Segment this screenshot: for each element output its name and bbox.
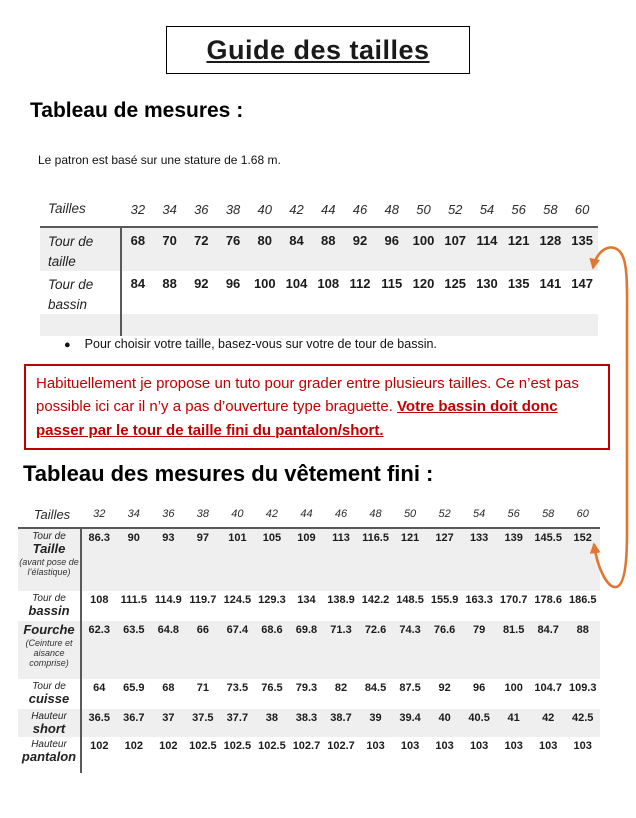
value-cell: 108 bbox=[317, 276, 340, 292]
value-cell: 119.7 bbox=[189, 594, 217, 606]
row-label-note: (avant pose de l’élastique) bbox=[19, 556, 79, 577]
size-cell: 56 bbox=[511, 202, 526, 217]
value-cell: 88 bbox=[576, 624, 589, 636]
value-cell: 130 bbox=[476, 276, 498, 292]
size-cell: 40 bbox=[257, 202, 273, 217]
value-cell: 135 bbox=[571, 233, 593, 248]
value-cell: 76 bbox=[225, 233, 241, 248]
value-cell: 69.8 bbox=[295, 624, 318, 636]
value-cell: 37 bbox=[162, 712, 175, 724]
table-footer-band bbox=[40, 314, 598, 336]
value-cell: 41 bbox=[507, 712, 520, 724]
value-cell: 84 bbox=[130, 276, 146, 292]
value-cell: 65.9 bbox=[123, 682, 145, 694]
size-cell: 60 bbox=[574, 202, 590, 217]
value-cell: 62.3 bbox=[88, 624, 110, 636]
value-cell: 121 bbox=[507, 233, 530, 248]
value-cell: 102.5 bbox=[258, 740, 286, 752]
value-cell: 84.5 bbox=[364, 682, 387, 694]
value-cell: 66 bbox=[196, 624, 209, 636]
value-cell: 103 bbox=[435, 740, 454, 752]
value-cell: 100 bbox=[253, 276, 276, 292]
value-cell: 178.6 bbox=[534, 594, 562, 606]
size-cell: 52 bbox=[438, 508, 451, 520]
row-label bbox=[18, 679, 82, 709]
measures-section-heading: Tableau de mesures : bbox=[30, 99, 244, 122]
value-cell: 39 bbox=[369, 712, 382, 724]
value-cell: 36.7 bbox=[123, 712, 145, 724]
body-measurements-table bbox=[40, 196, 598, 336]
value-cell: 88 bbox=[162, 276, 177, 292]
size-cell: 42 bbox=[265, 508, 279, 520]
size-cell: 50 bbox=[403, 508, 417, 520]
value-cell: 71.3 bbox=[330, 624, 352, 636]
value-cell: 163.3 bbox=[465, 594, 493, 606]
value-cell: 135 bbox=[507, 276, 530, 292]
size-cell: 46 bbox=[334, 508, 348, 520]
value-cell: 102.5 bbox=[189, 740, 217, 752]
table-row bbox=[18, 737, 600, 773]
value-cell: 114 bbox=[476, 233, 498, 248]
size-cell: 56 bbox=[507, 508, 520, 520]
value-cell: 103 bbox=[366, 740, 385, 752]
value-cell: 42.5 bbox=[572, 712, 594, 724]
row-label-main: Taille bbox=[32, 541, 66, 557]
value-cell: 74.3 bbox=[399, 624, 421, 636]
table-row bbox=[18, 591, 600, 621]
warning-emphasized-text: Votre bassin doit donc passer par le tour de taille fini du pantalon/short. bbox=[36, 398, 558, 439]
value-cell: 87.5 bbox=[399, 682, 421, 694]
size-choice-bullet bbox=[64, 337, 437, 351]
value-cell: 101 bbox=[228, 532, 247, 544]
page-title: Guide des tailles bbox=[206, 34, 430, 65]
value-cell: 115 bbox=[381, 276, 403, 292]
row-label-prefix: Hauteur bbox=[31, 711, 67, 722]
value-cell: 68 bbox=[162, 682, 175, 694]
value-cell: 102 bbox=[124, 740, 143, 752]
sizes-header-label: Tailles bbox=[48, 201, 86, 216]
value-cell: 84.7 bbox=[537, 624, 559, 636]
grading-warning-box bbox=[24, 364, 610, 450]
row-label bbox=[18, 621, 82, 679]
finished-section-heading: Tableau des mesures du vêtement fini : bbox=[23, 461, 434, 486]
value-cell: 97 bbox=[196, 532, 209, 544]
row-label-main: short bbox=[32, 721, 66, 737]
size-cell: 38 bbox=[225, 202, 241, 217]
value-cell: 67.4 bbox=[226, 624, 249, 636]
row-label: Tour de bassin bbox=[40, 271, 122, 314]
value-cell: 63.5 bbox=[123, 624, 145, 636]
size-cell: 36 bbox=[194, 202, 209, 217]
table-row bbox=[18, 709, 600, 737]
value-cell: 120 bbox=[412, 276, 435, 292]
value-cell: 100 bbox=[412, 233, 435, 248]
table-header-row bbox=[18, 505, 600, 529]
value-cell: 71 bbox=[196, 682, 209, 694]
value-cell: 102.7 bbox=[292, 740, 321, 752]
value-cell: 138.9 bbox=[327, 594, 355, 606]
row-label bbox=[18, 529, 82, 591]
value-cell: 103 bbox=[573, 740, 592, 752]
size-cell: 58 bbox=[542, 508, 555, 520]
row-label bbox=[18, 709, 82, 737]
value-cell: 134 bbox=[297, 594, 316, 606]
value-cell: 70 bbox=[162, 233, 177, 248]
value-cell: 100 bbox=[504, 682, 523, 694]
table-row bbox=[18, 529, 600, 591]
value-cell: 92 bbox=[352, 233, 368, 248]
value-cell: 38.3 bbox=[295, 712, 318, 724]
value-cell: 103 bbox=[539, 740, 558, 752]
value-cell: 79 bbox=[473, 624, 486, 636]
row-label-prefix: Hauteur bbox=[31, 739, 67, 750]
table-header-row bbox=[40, 196, 598, 228]
size-cell: 50 bbox=[416, 202, 431, 217]
row-label-main: pantalon bbox=[21, 749, 77, 765]
value-cell: 109.3 bbox=[568, 682, 597, 694]
value-cell: 36.5 bbox=[88, 712, 110, 724]
value-cell: 96 bbox=[473, 682, 486, 694]
value-cell: 129.3 bbox=[258, 594, 286, 606]
value-cell: 76.6 bbox=[433, 624, 456, 636]
value-cell: 68 bbox=[130, 233, 146, 248]
value-cell: 186.5 bbox=[568, 594, 597, 606]
value-cell: 42 bbox=[542, 712, 555, 724]
value-cell: 88 bbox=[321, 233, 336, 248]
value-cell: 68.6 bbox=[261, 624, 283, 636]
bullet-text: Pour choisir votre taille, basez-vous sur votre de tour de bassin. bbox=[84, 337, 437, 351]
value-cell: 102.5 bbox=[223, 740, 252, 752]
size-cell: 48 bbox=[369, 508, 382, 520]
value-cell: 73.5 bbox=[226, 682, 249, 694]
value-cell: 103 bbox=[469, 740, 489, 752]
value-cell: 64 bbox=[93, 682, 106, 694]
stature-note: Le patron est basé sur une stature de 1.68 m. bbox=[38, 153, 281, 167]
size-cell: 32 bbox=[130, 202, 146, 217]
value-cell: 104 bbox=[285, 276, 308, 292]
value-cell: 40 bbox=[438, 712, 451, 724]
size-cell: 36 bbox=[162, 508, 175, 520]
value-cell: 79.3 bbox=[295, 682, 318, 694]
value-cell: 103 bbox=[400, 740, 420, 752]
size-cell: 44 bbox=[300, 508, 313, 520]
value-cell: 127 bbox=[435, 532, 454, 544]
value-cell: 38.7 bbox=[330, 712, 352, 724]
size-cell: 38 bbox=[196, 508, 209, 520]
value-cell: 170.7 bbox=[499, 594, 528, 606]
value-cell: 72.6 bbox=[364, 624, 387, 636]
value-cell: 38 bbox=[265, 712, 279, 724]
value-cell: 111.5 bbox=[120, 594, 147, 606]
table-row bbox=[40, 271, 598, 314]
size-cell: 52 bbox=[447, 202, 463, 217]
value-cell: 92 bbox=[438, 682, 451, 694]
value-cell: 37.7 bbox=[226, 712, 249, 724]
value-cell: 102 bbox=[159, 740, 178, 752]
row-label-main: bassin bbox=[28, 603, 70, 619]
value-cell: 90 bbox=[127, 532, 140, 544]
value-cell: 125 bbox=[444, 276, 467, 292]
row-label: Tour de taille bbox=[40, 228, 122, 271]
value-cell: 121 bbox=[400, 532, 420, 544]
value-cell: 37.5 bbox=[192, 712, 214, 724]
value-cell: 104.7 bbox=[534, 682, 562, 694]
row-label-prefix: Tour de bbox=[32, 593, 66, 604]
value-cell: 102.7 bbox=[327, 740, 355, 752]
row-label-main: cuisse bbox=[28, 691, 70, 707]
size-cell: 34 bbox=[127, 508, 140, 520]
value-cell: 105 bbox=[262, 532, 282, 544]
value-cell: 139 bbox=[504, 532, 523, 544]
value-cell: 109 bbox=[297, 532, 316, 544]
row-label-prefix: Tour de bbox=[32, 531, 66, 542]
value-cell: 155.9 bbox=[430, 594, 459, 606]
value-cell: 133 bbox=[469, 532, 489, 544]
value-cell: 64.8 bbox=[157, 624, 180, 636]
size-cell: 40 bbox=[231, 508, 244, 520]
value-cell: 112 bbox=[349, 276, 371, 292]
size-cell: 54 bbox=[473, 508, 486, 520]
value-cell: 76.5 bbox=[261, 682, 283, 694]
value-cell: 103 bbox=[504, 740, 523, 752]
value-cell: 39.4 bbox=[399, 712, 421, 724]
row-label-note: (Ceinture et aisance comprise) bbox=[25, 637, 73, 668]
table-row bbox=[40, 228, 598, 271]
value-cell: 128 bbox=[539, 233, 562, 248]
value-cell: 96 bbox=[384, 233, 399, 248]
size-cell: 32 bbox=[93, 508, 106, 520]
size-cell: 60 bbox=[576, 508, 589, 520]
value-cell: 96 bbox=[225, 276, 241, 292]
value-cell: 114.9 bbox=[154, 594, 182, 606]
warning-text: Habituellement je propose un tuto pour grader entre plusieurs tailles. Ce n’est pas possible ici car il n’y a pas d’ouverture type braguette. bbox=[36, 375, 579, 416]
value-cell: 142.2 bbox=[361, 594, 390, 606]
value-cell: 40.5 bbox=[468, 712, 490, 724]
value-cell: 93 bbox=[162, 532, 175, 544]
row-label-prefix: Tour de bbox=[32, 681, 66, 692]
value-cell: 86.3 bbox=[88, 532, 110, 544]
finished-garment-table bbox=[18, 505, 600, 773]
size-cell: 48 bbox=[384, 202, 399, 217]
value-cell: 82 bbox=[334, 682, 348, 694]
warning-paragraph bbox=[36, 372, 598, 442]
title-box bbox=[166, 26, 470, 74]
size-cell: 42 bbox=[289, 202, 304, 217]
value-cell: 107 bbox=[444, 233, 467, 248]
value-cell: 116.5 bbox=[362, 532, 389, 544]
row-label bbox=[18, 591, 82, 621]
value-cell: 113 bbox=[332, 532, 350, 544]
table-row bbox=[18, 621, 600, 679]
value-cell: 84 bbox=[289, 233, 304, 248]
value-cell: 141 bbox=[539, 276, 562, 292]
footer-value-spacer bbox=[122, 314, 598, 336]
value-cell: 108 bbox=[90, 594, 109, 606]
value-cell: 72 bbox=[194, 233, 209, 248]
value-cell: 145.5 bbox=[534, 532, 562, 544]
row-label bbox=[18, 737, 82, 773]
value-cell: 92 bbox=[194, 276, 209, 292]
size-cell: 58 bbox=[543, 202, 558, 217]
size-cell: 44 bbox=[321, 202, 336, 217]
size-cell: 46 bbox=[352, 202, 368, 217]
sizes-header-label: Tailles bbox=[33, 507, 71, 522]
size-cell: 34 bbox=[162, 202, 177, 217]
bullet-icon: ● bbox=[64, 339, 71, 351]
value-cell: 124.5 bbox=[223, 594, 252, 606]
row-label-main: Fourche bbox=[23, 622, 75, 637]
value-cell: 152 bbox=[573, 532, 592, 544]
footer-label-spacer bbox=[40, 314, 122, 336]
value-cell: 102 bbox=[90, 740, 109, 752]
table-row bbox=[18, 679, 600, 709]
value-cell: 81.5 bbox=[502, 624, 525, 636]
value-cell: 80 bbox=[257, 233, 273, 248]
value-cell: 148.5 bbox=[396, 594, 424, 606]
value-cell: 147 bbox=[571, 276, 593, 292]
size-cell: 54 bbox=[479, 202, 495, 217]
